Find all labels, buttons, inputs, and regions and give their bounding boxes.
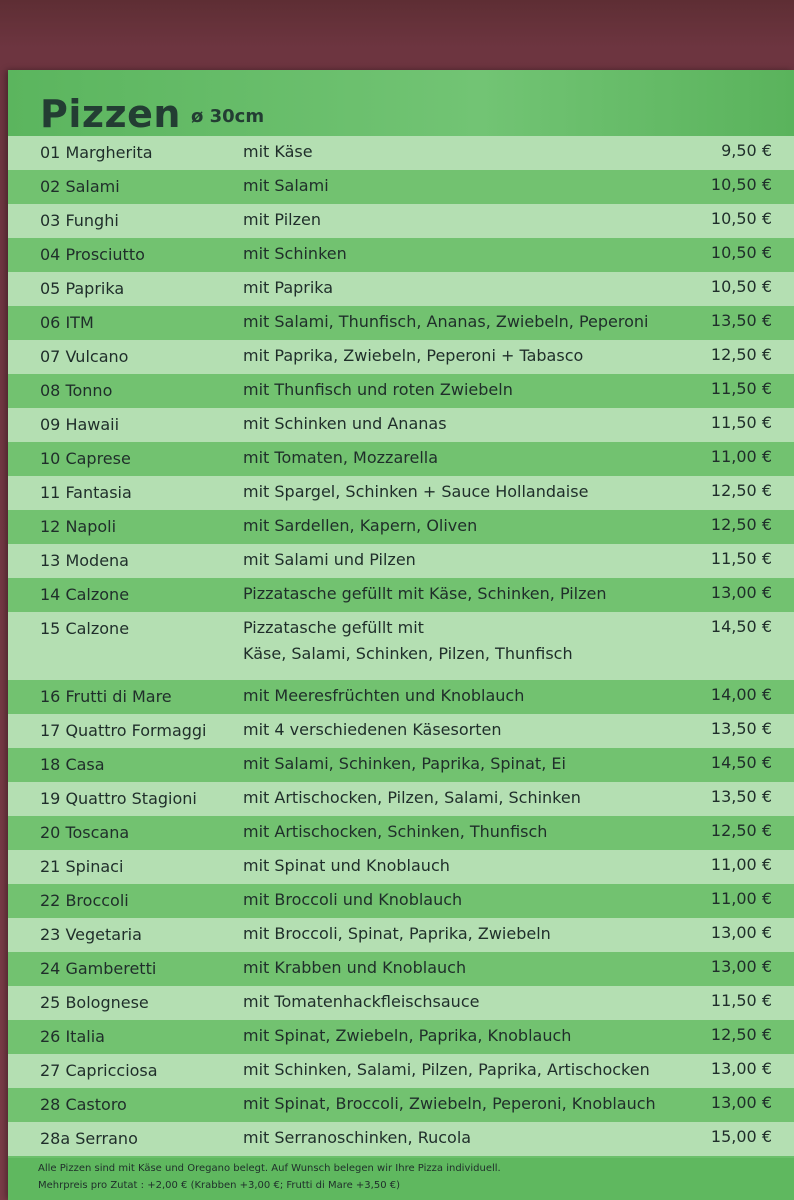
menu-item-description-line: mit Artischocken, Pilzen, Salami, Schinken: [243, 788, 581, 807]
menu-item-price: 10,50 €: [710, 175, 772, 194]
menu-item-description: [243, 309, 648, 335]
menu-item: [8, 442, 794, 476]
menu-item-name: 20 Toscana: [40, 823, 130, 842]
menu-item-price: 11,50 €: [710, 549, 772, 568]
menu-item-name: 01 Margherita: [40, 143, 153, 162]
menu-item: [8, 272, 794, 306]
menu-item-description-line: mit Pilzen: [243, 210, 321, 229]
menu-item: [8, 238, 794, 272]
menu-item: [8, 170, 794, 204]
menu-item-description: [243, 717, 501, 743]
menu-item-price: 10,50 €: [710, 209, 772, 228]
menu-item-price: 10,50 €: [710, 243, 772, 262]
menu-item-price: 13,00 €: [710, 1093, 772, 1112]
menu-item-price: 9,50 €: [721, 141, 772, 160]
menu-item-price: 13,00 €: [710, 583, 772, 602]
menu-title: Pizzen: [40, 92, 181, 136]
menu-item: [8, 714, 794, 748]
menu-item-price: 13,00 €: [710, 1059, 772, 1078]
menu-item-price: 13,50 €: [710, 311, 772, 330]
menu-item-price: 12,50 €: [710, 1025, 772, 1044]
menu-item-description-line: mit Krabben und Knoblauch: [243, 958, 467, 977]
menu-item: [8, 782, 794, 816]
menu-item-price: 11,00 €: [710, 889, 772, 908]
menu-item-name: 04 Prosciutto: [40, 245, 145, 264]
menu-item-price: 13,50 €: [710, 787, 772, 806]
menu-item-price: 12,50 €: [710, 821, 772, 840]
menu-item: [8, 408, 794, 442]
menu-item-price: 14,50 €: [710, 617, 772, 636]
menu-item-price: 14,50 €: [710, 753, 772, 772]
menu-item: [8, 544, 794, 578]
menu-item-description-line: mit Spinat, Broccoli, Zwiebeln, Peperoni, Knoblauch: [243, 1094, 656, 1113]
menu-item-description-line: mit Broccoli und Knoblauch: [243, 890, 463, 909]
menu-item: [8, 850, 794, 884]
menu-item-name: 05 Paprika: [40, 279, 125, 298]
menu-item-description: [243, 989, 479, 1015]
menu-item-name: 02 Salami: [40, 177, 120, 196]
menu-item-description: [243, 445, 438, 471]
menu-item: [8, 986, 794, 1020]
menu-item-description: [243, 411, 447, 437]
menu-item-price: 12,50 €: [710, 345, 772, 364]
menu-item-price: 13,00 €: [710, 923, 772, 942]
menu-item-description-line: mit Salami, Thunfisch, Ananas, Zwiebeln, Peperoni: [243, 312, 649, 331]
menu-item-description-line: Käse, Salami, Schinken, Pilzen, Thunfisch: [243, 644, 573, 663]
menu-item-name: 14 Calzone: [40, 585, 130, 604]
menu-item-description: [243, 955, 466, 981]
menu-item-price: 12,50 €: [710, 515, 772, 534]
menu-item: [8, 136, 794, 170]
menu-item-name: 07 Vulcano: [40, 347, 129, 366]
menu-item-description-line: mit Spargel, Schinken + Sauce Hollandaise: [243, 482, 589, 501]
menu-item-description-line: mit Salami und Pilzen: [243, 550, 416, 569]
menu-item-description-line: mit Paprika, Zwiebeln, Peperoni + Tabasco: [243, 346, 584, 365]
menu-item-name: 28a Serrano: [40, 1129, 138, 1148]
menu-item-description: [243, 615, 573, 667]
menu-item: [8, 1122, 794, 1156]
menu-item-description: [243, 819, 547, 845]
menu-item-description: [243, 513, 477, 539]
menu-item-description: [243, 139, 313, 165]
menu-item-name: 03 Funghi: [40, 211, 119, 230]
menu-item-description: [243, 1125, 471, 1151]
menu-item-description-line: mit Tomatenhackfleischsauce: [243, 992, 480, 1011]
menu-item-description: [243, 275, 333, 301]
menu-item-description-line: mit Schinken und Ananas: [243, 414, 447, 433]
menu-item-description-line: mit Meeresfrüchten und Knoblauch: [243, 686, 525, 705]
menu-item-name: 11 Fantasia: [40, 483, 132, 502]
menu-item-name: 10 Caprese: [40, 449, 131, 468]
menu-item: [8, 340, 794, 374]
menu-item-description-line: mit Thunfisch und roten Zwiebeln: [243, 380, 513, 399]
menu-item-name: 12 Napoli: [40, 517, 117, 536]
menu-item-price: 11,50 €: [710, 991, 772, 1010]
menu-item-description-line: mit Sardellen, Kapern, Oliven: [243, 516, 478, 535]
menu-item-description-line: mit Salami: [243, 176, 329, 195]
menu-item-description-line: mit Spinat und Knoblauch: [243, 856, 450, 875]
menu-item: [8, 952, 794, 986]
menu-card: [8, 70, 794, 1200]
menu-item: [8, 1020, 794, 1054]
menu-item-description: [243, 785, 581, 811]
menu-item-name: 16 Frutti di Mare: [40, 687, 172, 706]
menu-item-description-line: mit Salami, Schinken, Paprika, Spinat, Ei: [243, 754, 566, 773]
menu-item-description: [243, 1091, 656, 1117]
menu-item-name: 27 Capricciosa: [40, 1061, 158, 1080]
menu-item-description-line: mit Schinken, Salami, Pilzen, Paprika, Artischocken: [243, 1060, 650, 1079]
menu-item-description-line: mit Käse: [243, 142, 313, 161]
menu-item-price: 14,00 €: [710, 685, 772, 704]
menu-item: [8, 578, 794, 612]
menu-item: [8, 884, 794, 918]
menu-header: [8, 70, 794, 136]
menu-item-name: 06 ITM: [40, 313, 94, 332]
menu-item-name: 15 Calzone: [40, 619, 130, 638]
menu-item-description: [243, 1057, 650, 1083]
menu-item: [8, 680, 794, 714]
menu-item: [8, 374, 794, 408]
menu-item: [8, 748, 794, 782]
menu-item-name: 13 Modena: [40, 551, 129, 570]
menu-item-description-line: mit Schinken: [243, 244, 347, 263]
menu-item: [8, 918, 794, 952]
menu-item-price: 11,50 €: [710, 413, 772, 432]
menu-item-description: [243, 853, 450, 879]
menu-item-description: [243, 1023, 571, 1049]
menu-item-description: [243, 173, 329, 199]
menu-item-price: 10,50 €: [710, 277, 772, 296]
menu-item: [8, 1054, 794, 1088]
menu-item-name: 22 Broccoli: [40, 891, 129, 910]
menu-item-name: 09 Hawaii: [40, 415, 120, 434]
footer-note: Alle Pizzen sind mit Käse und Oregano belegt. Auf Wunsch belegen wir Ihre Pizza individuell.: [38, 1163, 501, 1174]
menu-item-description: [243, 921, 551, 947]
menu-item-price: 15,00 €: [710, 1127, 772, 1146]
menu-item-description-line: mit Paprika: [243, 278, 334, 297]
menu-item-name: 26 Italia: [40, 1027, 105, 1046]
menu-item-description-line: mit Serranoschinken, Rucola: [243, 1128, 472, 1147]
menu-item: [8, 510, 794, 544]
menu-item-name: 21 Spinaci: [40, 857, 124, 876]
menu-item-description-line: mit Broccoli, Spinat, Paprika, Zwiebeln: [243, 924, 551, 943]
menu-item-description: [243, 377, 513, 403]
menu-item: [8, 476, 794, 510]
menu-item-name: 24 Gamberetti: [40, 959, 157, 978]
menu-item-description: [243, 207, 321, 233]
menu-footer: [8, 1158, 794, 1200]
menu-item-description: [243, 343, 583, 369]
menu-item: [8, 306, 794, 340]
menu-item-price: 11,00 €: [710, 855, 772, 874]
menu-item-name: 08 Tonno: [40, 381, 113, 400]
menu-item-description: [243, 547, 416, 573]
menu-item-description: [243, 479, 588, 505]
menu-item-name: 28 Castoro: [40, 1095, 127, 1114]
menu-item: [8, 612, 794, 680]
menu-item-description-line: mit Tomaten, Mozzarella: [243, 448, 439, 467]
menu-item-description: [243, 887, 462, 913]
menu-item-description-line: mit 4 verschiedenen Käsesorten: [243, 720, 502, 739]
menu-list: [8, 136, 794, 1156]
menu-item-description: [243, 683, 524, 709]
menu-item: [8, 1088, 794, 1122]
menu-item-price: 13,00 €: [710, 957, 772, 976]
menu-item-description-line: Pizzatasche gefüllt mit Käse, Schinken, Pilzen: [243, 584, 607, 603]
menu-item-description-line: mit Spinat, Zwiebeln, Paprika, Knoblauch: [243, 1026, 572, 1045]
menu-item-description: [243, 241, 347, 267]
menu-item-price: 13,50 €: [710, 719, 772, 738]
menu-item-description-line: mit Artischocken, Schinken, Thunfisch: [243, 822, 548, 841]
menu-item-price: 11,00 €: [710, 447, 772, 466]
footer-surcharge: Mehrpreis pro Zutat : +2,00 € (Krabben +3,00 €; Frutti di Mare +3,50 €): [38, 1180, 401, 1191]
menu-item-description: [243, 751, 566, 777]
menu-item-price: 12,50 €: [710, 481, 772, 500]
menu-item-price: 11,50 €: [710, 379, 772, 398]
menu-item: [8, 204, 794, 238]
menu-item: [8, 816, 794, 850]
menu-item-description-line: Pizzatasche gefüllt mit: [243, 618, 424, 637]
menu-item-name: 25 Bolognese: [40, 993, 149, 1012]
pizza-size: ø 30cm: [191, 106, 265, 127]
menu-item-name: 23 Vegetaria: [40, 925, 142, 944]
menu-item-description: [243, 581, 607, 607]
menu-item-name: 17 Quattro Formaggi: [40, 721, 207, 740]
menu-item-name: 18 Casa: [40, 755, 105, 774]
menu-item-name: 19 Quattro Stagioni: [40, 789, 197, 808]
